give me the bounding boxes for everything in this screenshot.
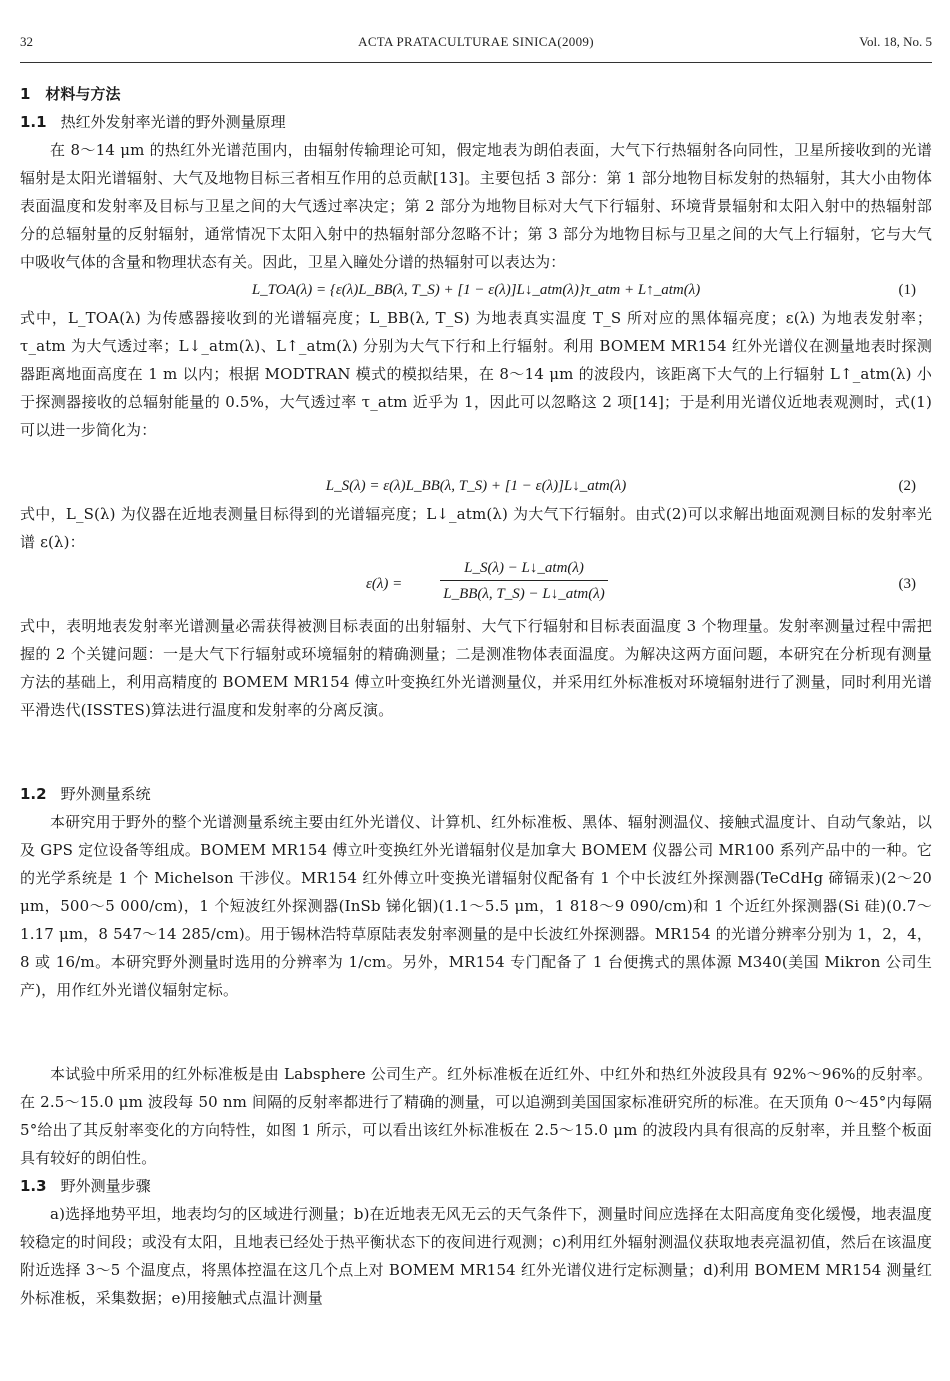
paragraph: a)选择地势平坦，地表均匀的区域进行测量；b)在近地表无风无云的天气条件下，测量时间应选择在太阳高度角变化缓慢，地表温度较稳定的时间段；或没有太阳，且地表已经处于热平衡状态下的夜间进行观测；c)利用红外辐射测温仪获取地表亮温初值，然后在该温度附近选择 3～5 个温度点，将黑体控温在这几个点上对 BOMEM MR154 红外光谱仪进行定标测量；d)利用 BOMEM MR154 测量红外标准板，采集数据；e)用接触式点温计测量 <box>20 1205 932 1307</box>
subsection-number: 1.3 <box>20 1177 47 1195</box>
paragraph: 本试验中所采用的红外标准板是由 Labsphere 公司生产。红外标准板在近红外、中红外和热红外波段具有 92%～96%的反射率。在 2.5～15.0 μm 波段每 50 nm 间隔的反射率都进行了精确的测量，可以追溯到美国国家标准研究所的标准。在天顶角 0～45°内每隔 5°给出了其反射率变化的方向特性，如图 1 所示，可以看出该红外标准板在 2.5～15.0 μm 的波段内具有很高的反射率，并且整个板面具有较好的朗伯性。 <box>20 1065 932 1167</box>
subsection-title: 热红外发射率光谱的野外测量原理 <box>60 113 286 131</box>
equation-number: (3) <box>898 576 916 592</box>
equation-number: (2) <box>898 478 916 494</box>
paragraph: 式中，表明地表发射率光谱测量必需获得被测目标表面的出射辐射、大气下行辐射和目标表面温度 3 个物理量。发射率测量过程中需把握的 2 个关键问题：一是大气下行辐射或环境辐射的精确测量；二是测准物体表面温度。为解决这两方面问题，本研究在分析现有测量方法的基础上，利用高精度的 BOMEM MR154 傅立叶变换红外光谱测量仪，并采用红外标准板对环境辐射进行了测量，同时利用光谱平滑迭代(ISSTES)算法进行温度和发射率的分离反演。 <box>20 617 932 719</box>
section-heading: 1 材料与方法 <box>20 85 121 103</box>
subsection-heading-1-1 <box>20 108 932 136</box>
volume-issue: Vol. 18, No. 5 <box>859 34 932 49</box>
subsection-heading-1-3 <box>20 1172 932 1200</box>
equation-expression: L_S(λ) = ε(λ)L_BB(λ, T_S) + [1 − ε(λ)]L↓_atm(λ) <box>325 478 627 494</box>
subsection-title: 野外测量步骤 <box>60 1177 151 1195</box>
header-rule <box>20 62 932 63</box>
equation-3 <box>20 556 932 612</box>
fraction-numerator: L_S(λ) − L↓_atm(λ) <box>440 556 608 581</box>
paragraph: 式中，L_S(λ) 为仪器在近地表测量目标得到的光谱辐亮度；L↓_atm(λ) 为大气下行辐射。由式(2)可以求解出地面观测目标的发射率光谱 ε(λ)： <box>20 505 932 551</box>
equation-lhs: ε(λ) = <box>366 576 403 592</box>
equation-number: (1) <box>898 282 916 298</box>
equation-1 <box>20 276 932 304</box>
fraction-denominator: L_BB(λ, T_S) − L↓_atm(λ) <box>443 586 605 602</box>
article-body <box>20 80 932 1312</box>
subsection-number: 1.1 <box>20 113 47 131</box>
equation-2 <box>20 472 932 500</box>
equation-expression: L_TOA(λ) = {ε(λ)L_BB(λ, T_S) + [1 − ε(λ)]L↓_atm(λ)}τ_atm + L↑_atm(λ) <box>251 282 701 298</box>
fraction <box>440 556 608 607</box>
paragraph: 本研究用于野外的整个光谱测量系统主要由红外光谱仪、计算机、红外标准板、黑体、辐射测温仪、接触式温度计、自动气象站，以及 GPS 定位设备等组成。BOMEM MR154 傅立叶变换红外光谱辐射仪是加拿大 BOMEM 仪器公司 MR100 系列产品中的一种。它的光学系统是 1 个 Michelson 干涉仪。MR154 红外傅立叶变换光谱辐射仪配备有 1 个中长波红外探测器(TeCdHg 碲镉汞)(2～20 μm，500～5 000/cm)，1 个短波红外探测器(InSb 锑化铟)(1.1～5.5 μm，1 818～9 090/cm)和 1 个近红外探测器(Si 硅)(0.7～1.17 μm，8 547～14 285/cm)。用于锡林浩特草原陆表发射率测量的是中长波红外探测器。MR154 的光谱分辨率分别为 1，2，4，8 或 16/m。本研究野外测量时选用的分辨率为 1/cm。另外，MR154 专门配备了 1 台便携式的黑体源 M340(美国 Mikron 公司生产)，用作红外光谱仪辐射定标。 <box>20 813 932 999</box>
paragraph: 式中，L_TOA(λ) 为传感器接收到的光谱辐亮度；L_BB(λ, T_S) 为地表真实温度 T_S 所对应的黑体辐亮度；ε(λ) 为地表发射率；τ_atm 为大气透过率；L↓_atm(λ)、L↑_atm(λ) 分别为大气下行和上行辐射。利用 BOMEM MR154 红外光谱仪在测量地表时探测器距离地面高度在 1 m 以内；根据 MODTRAN 模式的模拟结果，在 8～14 μm 的波段内，该距离下大气的上行辐射 L↑_atm(λ) 小于探测器接收的总辐射能量的 0.5%，大气透过率 τ_atm 近乎为 1，因此可以忽略这 2 项[14]；于是利用光谱仪近地表观测时，式(1)可以进一步简化为： <box>20 309 932 439</box>
subsection-number: 1.2 <box>20 785 47 803</box>
journal-name: ACTA PRATACULTURAE SINICA(2009) <box>358 34 594 49</box>
running-header <box>20 34 932 54</box>
subsection-heading-1-2 <box>20 780 932 808</box>
page-number: 32 <box>20 34 33 49</box>
paragraph: 在 8～14 μm 的热红外光谱范围内，由辐射传输理论可知，假定地表为朗伯表面，大气下行热辐射各向同性，卫星所接收到的光谱辐射是太阳光谱辐射、大气及地物目标三者相互作用的总贡献[13]。主要包括 3 部分：第 1 部分地物目标发射的热辐射，其大小由物体表面温度和发射率及目标与卫星之间的大气透过率决定；第 2 部分为地物目标对大气下行辐射、环境背景辐射和太阳入射中的热辐射部分的总辐射量的反射辐射，通常情况下太阳入射中的热辐射部分忽略不计；第 3 部分为地物目标与卫星之间的大气上行辐射，它与大气中吸收气体的含量和物理状态有关。因此，卫星入瞳处分谱的热辐射可以表达为： <box>20 141 932 271</box>
subsection-title: 野外测量系统 <box>60 785 151 803</box>
